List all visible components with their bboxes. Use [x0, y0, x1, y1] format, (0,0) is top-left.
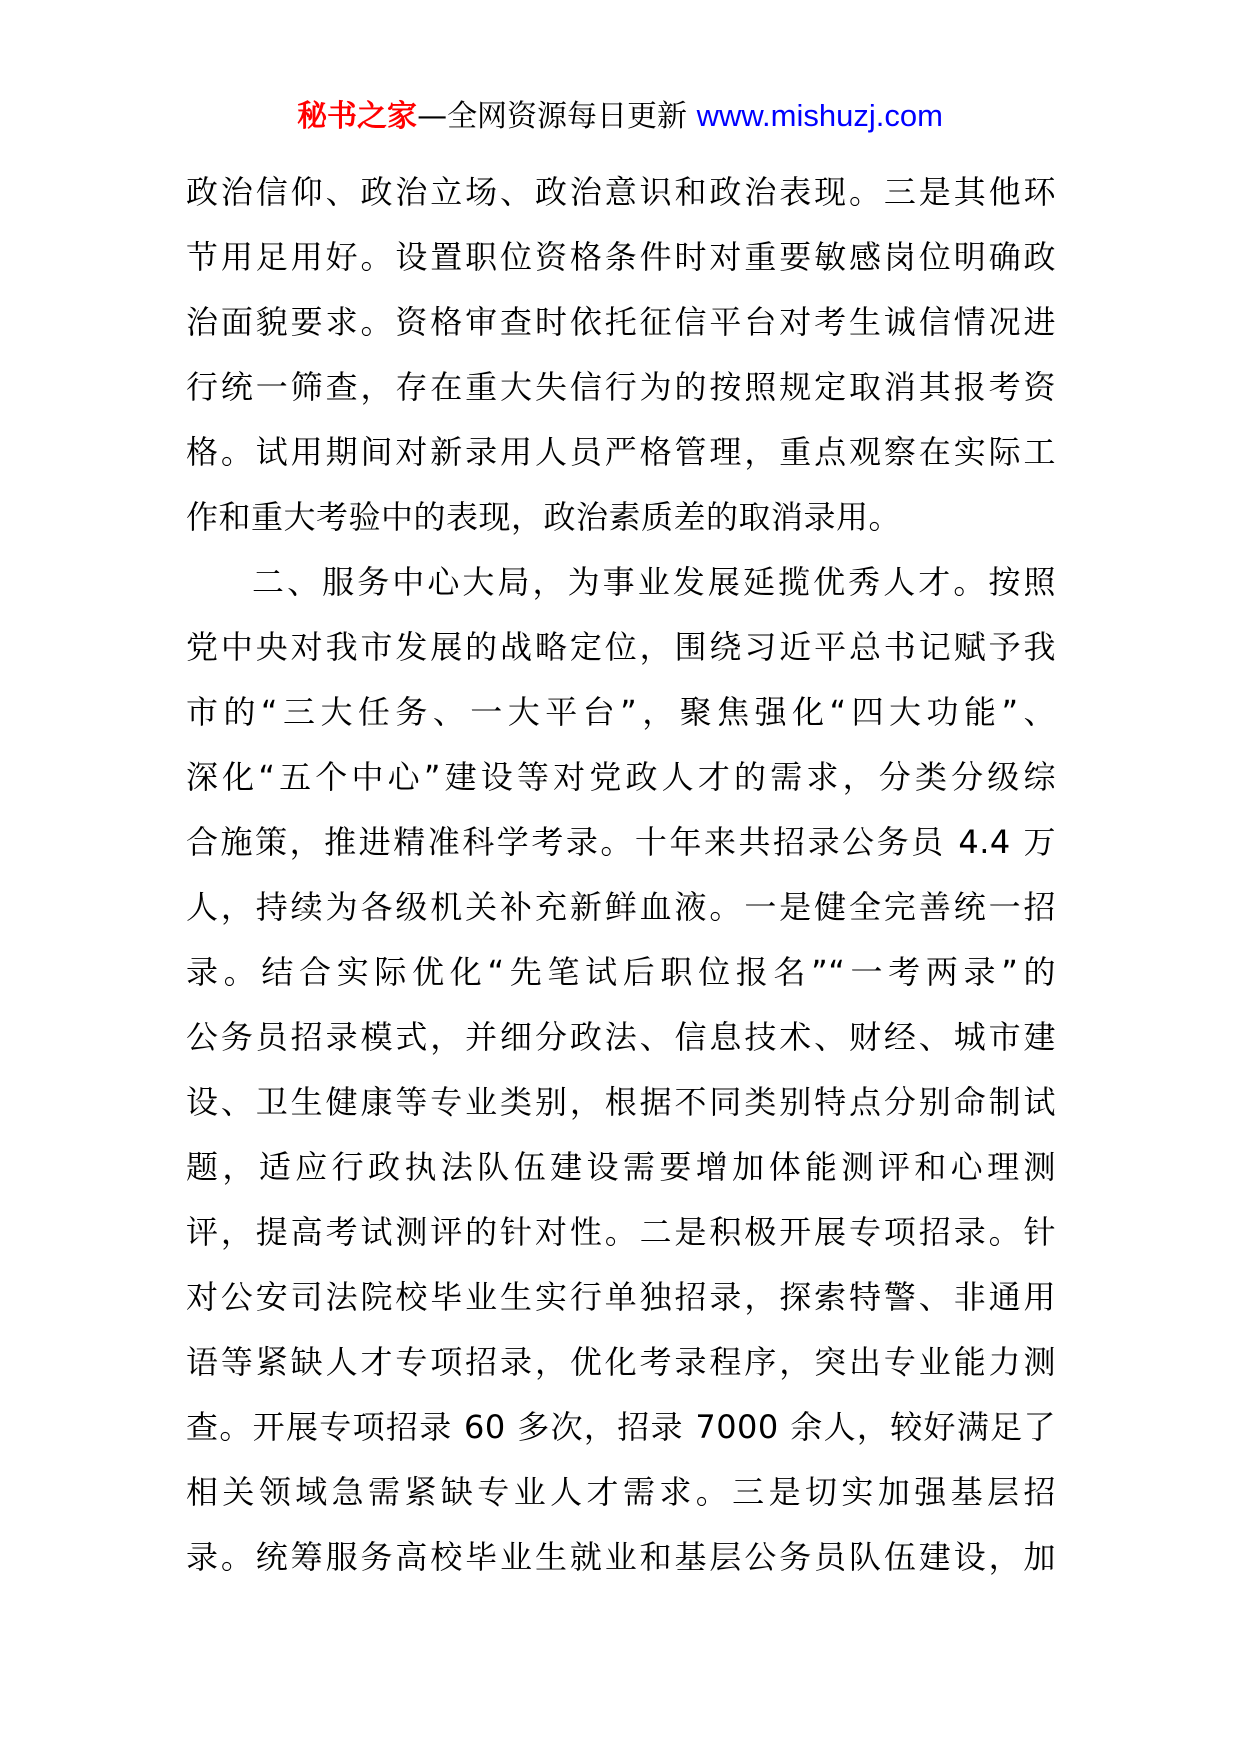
header-slogan: —全网资源每日更新	[417, 99, 697, 134]
text-line: 格。试用期间对新录用人员严格管理，重点观察在实际工	[186, 433, 1056, 471]
text-line: 语等紧缺人才专项招录，优化考录程序，突出专业能力测	[186, 1343, 1056, 1381]
text-line: 录。结合实际优化“先笔试后职位报名”“一考两录”的	[186, 953, 1056, 991]
text-line: 行统一筛查，存在重大失信行为的按照规定取消其报考资	[186, 368, 1056, 406]
text-line: 题，适应行政执法队伍建设需要增加体能测评和心理测	[186, 1148, 1056, 1186]
text-line: 深化“五个中心”建设等对党政人才的需求，分类分级综	[186, 758, 1056, 796]
brand-name: 秘书之家	[297, 99, 418, 134]
text-line: 对公安司法院校毕业生实行单独招录，探索特警、非通用	[186, 1278, 1056, 1316]
site-watermark-header	[0, 96, 1240, 137]
text-line: 党中央对我市发展的战略定位，围绕习近平总书记赋予我	[186, 628, 1056, 666]
text-line: 设、卫生健康等专业类别，根据不同类别特点分别命制试	[186, 1083, 1056, 1121]
header-url[interactable]: www.mishuzj.com	[696, 98, 943, 133]
text-line: 评，提高考试测评的针对性。二是积极开展专项招录。针	[186, 1213, 1056, 1251]
document-body	[186, 160, 1056, 1590]
text-line: 相关领域急需紧缺专业人才需求。三是切实加强基层招	[186, 1473, 1056, 1511]
text-line: 政治信仰、政治立场、政治意识和政治表现。三是其他环	[186, 173, 1056, 211]
text-line: 治面貌要求。资格审查时依托征信平台对考生诚信情况进	[186, 303, 1056, 341]
text-line: 公务员招录模式，并细分政法、信息技术、财经、城市建	[186, 1018, 1056, 1056]
text-line: 作和重大考验中的表现，政治素质差的取消录用。	[186, 498, 902, 536]
text-line: 录。统筹服务高校毕业生就业和基层公务员队伍建设，加	[186, 1538, 1056, 1576]
text-line: 市的“三大任务、一大平台”，聚焦强化“四大功能”、	[186, 693, 1056, 731]
text-line: 人，持续为各级机关补充新鲜血液。一是健全完善统一招	[186, 888, 1056, 926]
text-line: 合施策，推进精准科学考录。十年来共招录公务员 4.4 万	[186, 823, 1056, 861]
section-heading-line: 二、服务中心大局，为事业发展延揽优秀人才。按照	[252, 563, 1056, 601]
text-line: 查。开展专项招录 60 多次，招录 7000 余人，较好满足了	[186, 1408, 1056, 1446]
text-line: 节用足用好。设置职位资格条件时对重要敏感岗位明确政	[186, 238, 1056, 276]
